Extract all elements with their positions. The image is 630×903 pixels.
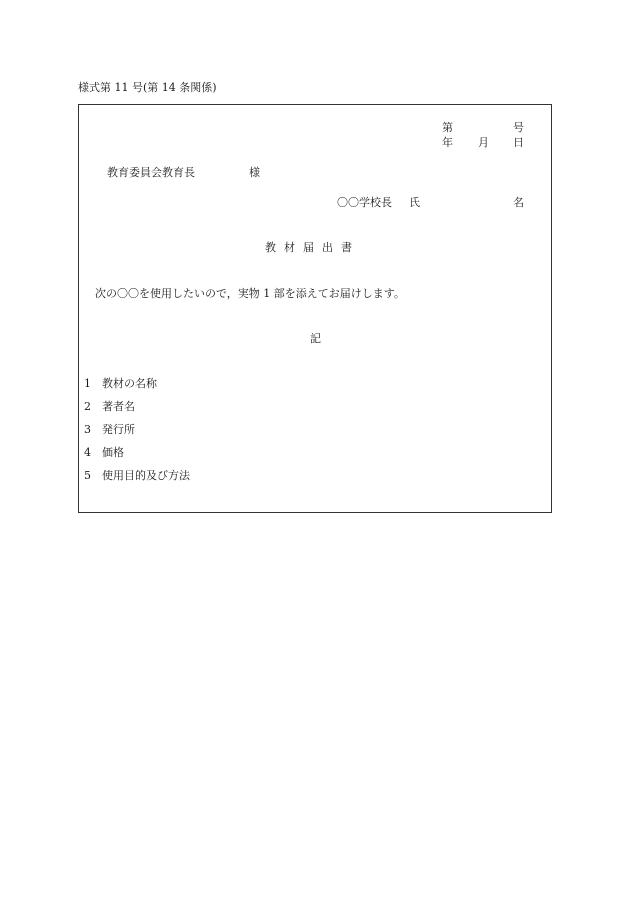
- item-number: 5: [84, 469, 91, 482]
- sender-shi-label: 氏: [409, 196, 420, 209]
- addressee-title: 教育委員会教育長: [107, 166, 195, 179]
- item-number: 2: [84, 400, 91, 413]
- form-frame: [78, 104, 552, 513]
- sender-title: 〇〇学校長: [337, 196, 392, 209]
- date-year-label: 年: [442, 136, 453, 149]
- ki-heading: 記: [310, 332, 321, 345]
- number-go-label: 号: [513, 121, 524, 134]
- item-label: 教材の名称: [102, 377, 157, 390]
- number-dai-label: 第: [442, 121, 453, 134]
- item-number: 3: [84, 423, 91, 436]
- body-text: 次の〇〇を使用したいので，実物 1 部を添えてお届けします。: [95, 287, 405, 300]
- item-number: 1: [84, 377, 91, 390]
- item-label: 価格: [102, 446, 124, 459]
- item-number: 4: [84, 446, 91, 459]
- date-day-label: 日: [513, 136, 524, 149]
- form-label: 様式第 11 号(第 14 条関係): [78, 81, 217, 94]
- sender-mei-label: 名: [513, 196, 524, 209]
- document-title: 教材届出書: [265, 241, 360, 254]
- item-label: 著者名: [102, 400, 135, 413]
- item-label: 発行所: [102, 423, 135, 436]
- addressee-honorific: 様: [249, 166, 260, 179]
- date-month-label: 月: [478, 136, 489, 149]
- item-label: 使用目的及び方法: [102, 469, 190, 482]
